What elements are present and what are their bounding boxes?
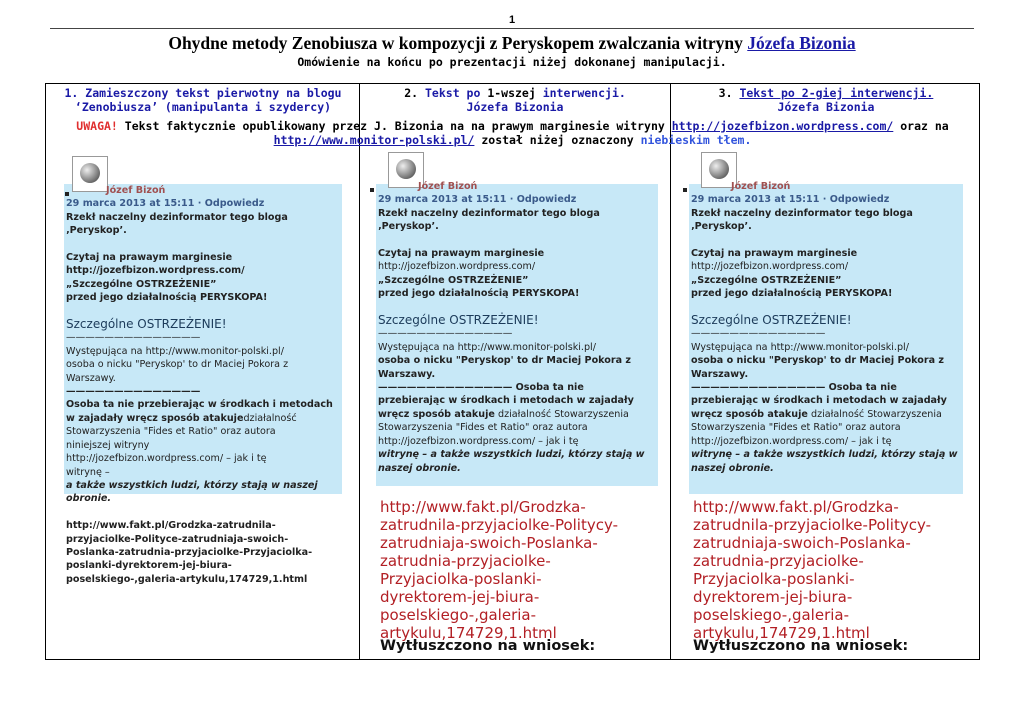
comment-line: witrynę –: [66, 466, 110, 478]
column-header-1: [50, 86, 356, 114]
comment-second-intervention: Józef Bizoń 29 marca 2013 at 15:11 · Odpowiedz Rzekł naczelny dezinformator tego bloga ‚Peryskop’. Czytaj na prawaym marginesie http://jozefbizon.wordpress.com/ „Szczególne OSTRZEŻENIE” przed jego działalnością PERYSKOPA! Szczególne OSTRZEŻENIE! —————————————— Występująca na http://www.monitor-polski.pl/ osoba o nicku "Peryskop' to dr Maciej Pokora z Warszawy. —————————————— Osoba ta nie przebierając w środkach i metodach w zajadały wręcz sposób atakuje działalność Stowarzyszenia Stowarzyszenia "Fides et Ratio" oraz autora http://jozefbizon.wordpress.com/ – jak i tę witrynę – a także wszystkich ludzi, którzy stają w naszej obronie.: [691, 180, 963, 475]
page-number: 1: [508, 14, 516, 26]
col2-num: 2.: [404, 86, 419, 100]
globe-icon: [709, 159, 729, 179]
comment-line: ‚Peryskop’.: [691, 221, 752, 233]
notice-link-1[interactable]: http://jozefbizon.wordpress.com/: [671, 119, 894, 133]
notice-blue-text: niebieskim tłem.: [640, 133, 752, 147]
comment-line: Występująca na http://www.monitor-polski.pl/: [691, 341, 909, 353]
fakt-url-line: artykulu,174729,1.html: [380, 624, 557, 642]
fakt-url-line: zatrudniaja-swoich-Poslanka-: [693, 534, 911, 552]
col1-line1: Zamieszczony tekst pierwotny na blogu: [85, 86, 342, 100]
comment-line: ‚Peryskop’.: [378, 221, 439, 233]
screenshot-second-intervention: [681, 148, 971, 658]
fakt-url-line: http://www.fakt.pl/Grodzka-: [380, 498, 586, 516]
globe-icon: [80, 163, 100, 183]
col2-line2: Józefa Bizonia: [466, 100, 564, 114]
fakt-url-line: dyrektorem-jej-biura-: [693, 588, 853, 606]
comment-heading: Szczególne OSTRZEŻENIE!: [378, 313, 539, 328]
fakt-url-line: zatrudnila-przyjaciolke-Politycy-: [380, 516, 618, 534]
comment-link: http://jozefbizon.wordpress.com/: [66, 265, 245, 277]
bullet: [683, 188, 687, 192]
comment-link: http://jozefbizon.wordpress.com/: [378, 261, 536, 273]
comment-author: Józef Bizoń: [106, 185, 166, 196]
comment-line: przed jego działalnością PERYSKOPA!: [66, 292, 268, 304]
fakt-url-line: poselskiego-,galeria-: [380, 606, 537, 624]
comment-line: Rzekł naczelny dezinformator tego bloga: [378, 207, 600, 219]
comment-line: Stowarzyszenia "Fides et Ratio" oraz autora: [66, 426, 276, 438]
screenshot-first-intervention: [368, 148, 658, 658]
fakt-url-line: artykulu,174729,1.html: [693, 624, 870, 642]
comment-line: obronie.: [66, 493, 112, 505]
column-header-3: [673, 86, 979, 114]
col3-label: Tekst po 2-giej interwencji.: [739, 86, 934, 100]
comment-author: Józef Bizoń: [418, 181, 478, 192]
comment-line: „Szczególne OSTRZEŻENIE”: [691, 274, 842, 286]
col2-label-c: interwencji.: [542, 86, 626, 100]
comment-original: [66, 184, 344, 586]
fakt-url-line: zatrudnia-przyjaciolke-: [380, 552, 551, 570]
comment-line: Osoba ta nie: [515, 382, 584, 394]
title-text: Ohydne metody Zenobiusza w kompozycji z Peryskopem zwalczania witryny: [168, 33, 748, 53]
comment-line: Warszawy.: [66, 372, 116, 384]
bolded-footer: Wytłuszczono na wniosek:: [693, 638, 909, 654]
fakt-url-line: przyjaciolke-Polityce-zatrudniaja-swoich-: [66, 533, 289, 545]
col2-label-b: 1-wszej: [480, 86, 543, 100]
comment-heading: Szczególne OSTRZEŻENIE!: [691, 313, 852, 328]
comment-line: Czytaj na prawaym marginesie: [691, 248, 858, 260]
fakt-url-line: zatrudnia-przyjaciolke-: [693, 552, 864, 570]
notice-text-1: Tekst faktycznie opublikowany przez J. Bizonia na na prawym marginesie witryny: [117, 119, 672, 133]
screenshot-original: [62, 148, 344, 598]
document-title: [50, 33, 974, 54]
comparison-table: [45, 83, 980, 660]
notice-text-3: został niżej oznaczony: [474, 133, 641, 147]
comment-line: Występująca na http://www.monitor-polski.pl/: [378, 341, 596, 353]
header-rule: [50, 28, 974, 29]
comment-link: http://jozefbizon.wordpress.com/: [691, 261, 849, 273]
fakt-url-line: poslanki-dyrektorem-jej-biura-: [66, 560, 232, 572]
comment-line: Warszawy.: [691, 368, 749, 380]
comment-line: Rzekł naczelny dezinformator tego bloga: [691, 207, 913, 219]
comment-line: w zajadały wręcz sposób atakuje: [66, 412, 244, 424]
comment-divider: ——————————————: [66, 332, 201, 344]
comment-line: http://jozefbizon.wordpress.com/ – jak i tę: [691, 435, 892, 447]
comment-line: Stowarzyszenia "Fides et Ratio" oraz autora: [691, 422, 901, 434]
comment-date: 29 marca 2013 at 15:11 · Odpowiedz: [378, 194, 577, 206]
comment-line: Rzekł naczelny dezinformator tego bloga: [66, 211, 288, 223]
bullet: [370, 188, 374, 192]
comment-line: Czytaj na prawaym marginesie: [66, 252, 233, 264]
col2-label-a: Tekst po: [425, 86, 481, 100]
document-subtitle: Omówienie na końcu po prezentacji niżej dokonanej manipulacji.: [297, 55, 727, 69]
comment-line: przed jego działalnością PERYSKOPA!: [691, 288, 893, 300]
fakt-url-line: zatrudniaja-swoich-Poslanka-: [380, 534, 598, 552]
comment-divider: ——————————————: [378, 382, 513, 394]
bolded-footer: Wytłuszczono na wniosek:: [380, 638, 596, 654]
column-divider: [670, 84, 671, 659]
warning-label: UWAGA!: [76, 119, 118, 133]
globe-icon: [396, 159, 416, 179]
fakt-url-line: Przyjaciolka-poslanki-: [380, 570, 542, 588]
notice-text-2: oraz na: [893, 119, 949, 133]
comment-divider: ——————————————: [66, 386, 201, 398]
comment-line: działalność: [243, 412, 297, 424]
comment-divider: ——————————————: [691, 328, 826, 340]
col1-line2: ‘Zenobiusza’ (manipulanta i szydercy): [74, 100, 332, 114]
comment-line: Występująca na http://www.monitor-polski.pl/: [66, 345, 284, 357]
comment-date: 29 marca 2013 at 15:11 · Odpowiedz: [66, 198, 265, 210]
comment-heading: Szczególne OSTRZEŻENIE!: [66, 317, 227, 332]
comment-line: Stowarzyszenia "Fides et Ratio" oraz autora: [378, 422, 588, 434]
fakt-url-large: [380, 498, 658, 642]
fakt-url-line: poselskiego-,galeria-: [693, 606, 850, 624]
fakt-url-line: http://www.fakt.pl/Grodzka-zatrudnila-: [66, 520, 276, 532]
col3-num: 3.: [718, 86, 733, 100]
comment-line: przed jego działalnością PERYSKOPA!: [378, 288, 580, 300]
fakt-url-large: [693, 498, 971, 642]
column-divider: [359, 84, 360, 659]
comment-line: Warszawy.: [378, 368, 436, 380]
notice-link-2[interactable]: http://www.monitor-polski.pl/: [273, 133, 475, 147]
comment-line: niniejszej witryny: [66, 439, 150, 451]
comment-date: 29 marca 2013 at 15:11 · Odpowiedz: [691, 194, 890, 206]
comment-first-intervention: Józef Bizoń 29 marca 2013 at 15:11 · Odpowiedz Rzekł naczelny dezinformator tego bloga ‚Peryskop’. Czytaj na prawaym marginesie http://jozefbizon.wordpress.com/ „Szczególne OSTRZEŻENIE” przed jego działalnością PERYSKOPA! Szczególne OSTRZEŻENIE! —————————————— Występująca na http://www.monitor-polski.pl/ osoba o nicku "Peryskop' to dr Maciej Pokora z Warszawy. —————————————— Osoba ta nie przebierając w środkach i metodach w zajadały wręcz sposób atakuje działalność Stowarzyszenia Stowarzyszenia "Fides et Ratio" oraz autora http://jozefbizon.wordpress.com/ – jak i tę witrynę – a także wszystkich ludzi, którzy stają w naszej obronie.: [378, 180, 658, 475]
warning-notice: [46, 119, 979, 147]
comment-author: Józef Bizoń: [731, 181, 791, 192]
fakt-url-line: zatrudnila-przyjaciolke-Politycy-: [693, 516, 931, 534]
fakt-url-line: dyrektorem-jej-biura-: [380, 588, 540, 606]
comment-line: Osoba ta nie: [828, 382, 897, 394]
comment-line: „Szczególne OSTRZEŻENIE”: [66, 278, 217, 290]
comment-line: osoba o nicku "Peryskop' to dr Maciej Pokora z: [691, 355, 945, 367]
comment-line: osoba o nicku "Peryskop' to dr Maciej Pokora z: [378, 355, 632, 367]
comment-divider: ——————————————: [691, 382, 826, 394]
comment-line: a także wszystkich ludzi, którzy stają w naszej: [66, 479, 318, 491]
comment-line: Czytaj na prawaym marginesie: [378, 248, 545, 260]
comment-line: ‚Peryskop’.: [66, 225, 127, 237]
comment-line: „Szczególne OSTRZEŻENIE”: [378, 274, 529, 286]
col3-line2: Józefa Bizonia: [777, 100, 875, 114]
column-header-2: [362, 86, 668, 114]
comment-line: Osoba ta nie przebierając w środkach i metodach: [66, 399, 333, 411]
comment-line: http://jozefbizon.wordpress.com/ – jak i tę: [66, 453, 267, 465]
comment-line: http://jozefbizon.wordpress.com/ – jak i tę: [378, 435, 579, 447]
title-link[interactable]: Józefa Bizonia: [747, 33, 856, 53]
comment-line: osoba o nicku "Peryskop' to dr Maciej Pokora z: [66, 359, 289, 371]
col1-num: 1.: [64, 86, 79, 100]
fakt-url-line: poselskiego-,galeria-artykulu,174729,1.html: [66, 573, 308, 585]
comment-divider: ——————————————: [378, 328, 513, 340]
fakt-url-line: Przyjaciolka-poslanki-: [693, 570, 855, 588]
fakt-url-line: http://www.fakt.pl/Grodzka-: [693, 498, 899, 516]
fakt-url-line: Poslanka-zatrudnia-przyjaciolke-Przyjaciolka-: [66, 546, 313, 558]
